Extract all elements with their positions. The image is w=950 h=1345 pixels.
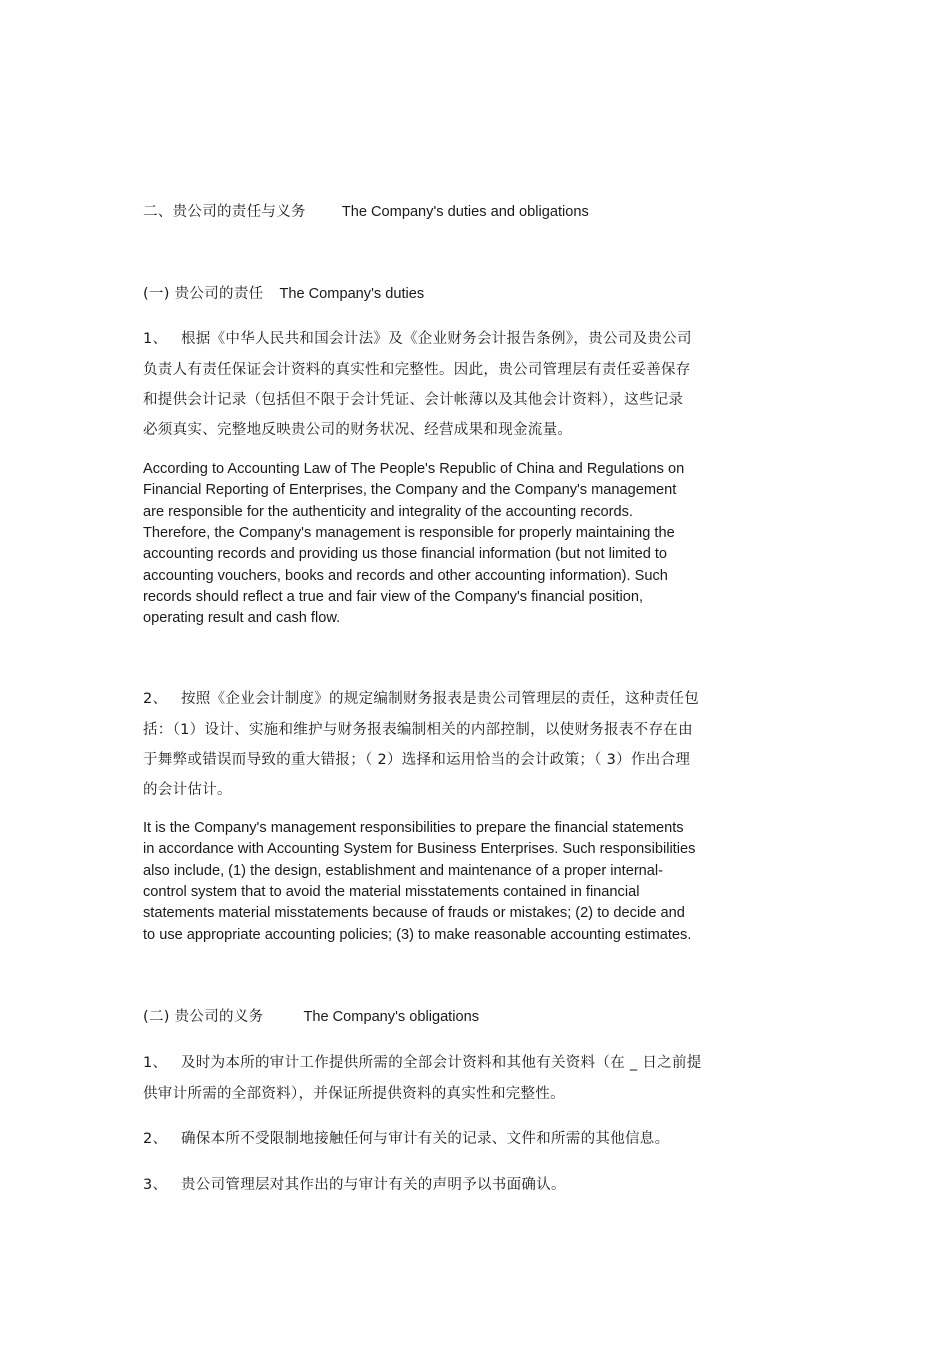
paragraph-line: Financial Reporting of Enterprises, the Company and the Company's management — [143, 482, 677, 499]
paragraph-line: accounting records and providing us those financial information (but not limited to — [143, 546, 668, 563]
paragraph-line: statements material misstatements because of frauds or mistakes; (2) to decide and — [143, 905, 685, 922]
paragraph-line: 括：（1）设计、实施和维护与财务报表编制相关的内部控制，以使财务报表不存在由 — [143, 722, 693, 738]
duties-item1-cn — [143, 327, 803, 447]
obligations-heading-en: The Company's obligations — [303, 1009, 480, 1025]
duties-item1-en — [143, 461, 783, 631]
paragraph-line: It is the Company's management responsibilities to prepare the financial statements — [143, 820, 684, 836]
paragraph-line: 负责人有责任保证会计资料的真实性和完整性。因此，贵公司管理层有责任妥善保存 — [143, 362, 691, 378]
paragraph-line: are responsible for the authenticity and integrality of the accounting records. — [143, 503, 633, 520]
paragraph-line: 按照《企业会计制度》的规定编制财务报表是贵公司管理层的责任，这种责任包 — [181, 691, 699, 707]
obligations-item1 — [143, 1051, 803, 1111]
item-number: 3、 — [143, 1177, 168, 1193]
paragraph-line: 必须真实、完整地反映贵公司的财务状况、经营成果和现金流量。 — [143, 422, 573, 438]
item-number: 1、 — [143, 331, 168, 347]
paragraph-line: control system that to avoid the material misstatements contained in financial — [143, 883, 640, 900]
item-number: 2、 — [143, 1131, 168, 1147]
paragraph-line: records should reflect a true and fair view of the Company's financial position, — [143, 588, 644, 605]
item-number: 2、 — [143, 691, 168, 707]
duties-item2-cn — [143, 687, 803, 807]
obligations-heading-cn: (二) 贵公司的义务 — [143, 1009, 264, 1025]
paragraph-line: operating result and cash flow. — [143, 610, 341, 627]
paragraph-line: 于舞弊或错误而导致的重大错报；（ 2）选择和运用恰当的会计政策；（ 3）作出合理 — [143, 752, 691, 768]
paragraph-line: 及时为本所的审计工作提供所需的全部会计资料和其他有关资料（在 _ 日之前提 — [181, 1055, 702, 1071]
duties-heading-en: The Company's duties — [279, 286, 425, 302]
paragraph-line: in accordance with Accounting System for Business Enterprises. Such responsibilities — [143, 841, 696, 858]
paragraph-line: 供审计所需的全部资料），并保证所提供资料的真实性和完整性。 — [143, 1086, 565, 1102]
section-title — [143, 200, 589, 221]
obligations-item3 — [143, 1173, 566, 1194]
paragraph-line: 和提供会计记录（包括但不限于会计凭证、会计帐薄以及其他会计资料），这些记录 — [143, 392, 684, 408]
duties-item2-en — [143, 820, 783, 950]
paragraph-line: 确保本所不受限制地接触任何与审计有关的记录、文件和所需的其他信息。 — [181, 1131, 670, 1147]
item-number: 1、 — [143, 1055, 168, 1071]
paragraph-line: 贵公司管理层对其作出的与审计有关的声明予以书面确认。 — [181, 1177, 566, 1193]
paragraph-line: 根据《中华人民共和国会计法》及《企业财务会计报告条例》，贵公司及贵公司 — [181, 331, 692, 347]
paragraph-line: According to Accounting Law of The People's Republic of China and Regulations on — [143, 461, 685, 477]
paragraph-line: accounting vouchers, books and records and other accounting information). Such — [143, 567, 668, 584]
section-title-en: The Company's duties and obligations — [341, 204, 589, 220]
duties-heading-cn: (一) 贵公司的责任 — [143, 286, 264, 302]
paragraph-line: also include, (1) the design, establishment and maintenance of a proper internal- — [143, 862, 664, 879]
paragraph-line: 的会计估计。 — [143, 782, 232, 798]
obligations-heading — [143, 1005, 479, 1026]
section-title-cn: 二、贵公司的责任与义务 — [143, 204, 306, 220]
duties-heading — [143, 282, 424, 303]
paragraph-line: Therefore, the Company's management is responsible for properly maintaining the — [143, 524, 675, 541]
paragraph-line: to use appropriate accounting policies; (3) to make reasonable accounting estimates. — [143, 926, 692, 943]
obligations-item2 — [143, 1127, 669, 1148]
